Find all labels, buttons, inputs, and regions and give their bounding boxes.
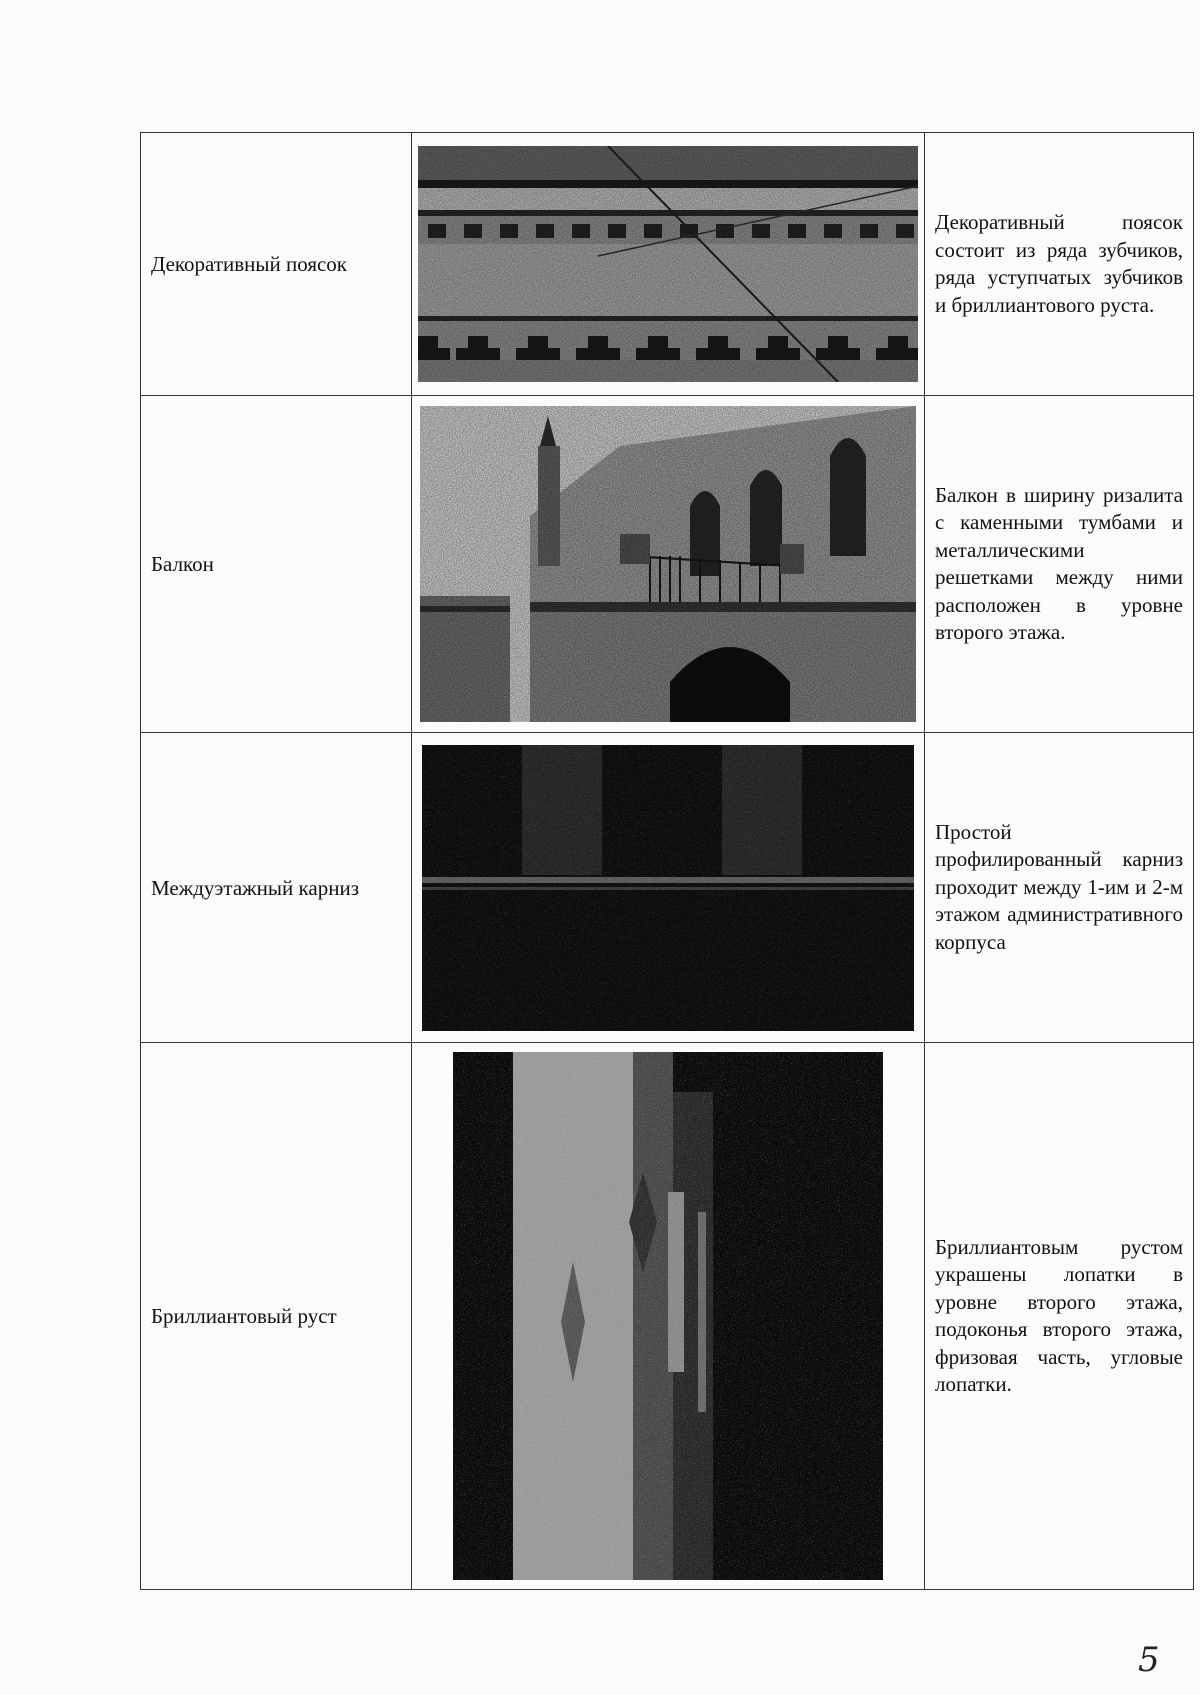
element-name-cell — [141, 396, 412, 733]
table-row — [141, 1043, 1194, 1590]
decorative-belt-photo — [418, 146, 918, 382]
element-name: Балкон — [151, 552, 214, 576]
balcony-photo — [420, 406, 916, 722]
element-description: Балкон в ширину ризалита с каменными тумбами и металлическими решетками между ними расположен в уровне второго этажа. — [935, 482, 1183, 644]
element-description-cell — [925, 396, 1194, 733]
element-description-cell — [925, 133, 1194, 396]
element-name-cell — [141, 1043, 412, 1590]
photo-cell — [412, 133, 925, 396]
element-name-cell — [141, 133, 412, 396]
element-description-cell — [925, 1043, 1194, 1590]
element-description: Бриллиантовым рустом украшены лопатки в уровне второго этажа, подоконья второго этажа, фризовая часть, угловые лопатки. — [935, 1234, 1183, 1396]
interfloor-cornice-photo — [422, 745, 914, 1031]
table-row — [141, 733, 1194, 1043]
page-number: 5 — [1138, 1640, 1160, 1680]
element-name: Бриллиантовый руст — [151, 1304, 337, 1328]
element-description: Декоративный поясок состоит из ряда зубчиков, ряда уступчатых зубчиков и бриллиантового руста. — [935, 210, 1183, 317]
element-description-cell — [925, 733, 1194, 1043]
table-row — [141, 133, 1194, 396]
diamond-rustication-photo — [453, 1052, 883, 1580]
architectural-elements-table — [140, 132, 1194, 1590]
photo-cell — [412, 733, 925, 1043]
element-name: Междуэтажный карниз — [151, 875, 360, 900]
photo-cell — [412, 1043, 925, 1590]
table-row — [141, 396, 1194, 733]
photo-cell — [412, 396, 925, 733]
element-name-cell — [141, 733, 412, 1043]
element-description: Простой профилированный карниз проходит между 1-им и 2-м этажом административного корпуса — [935, 819, 1183, 954]
element-name: Декоративный поясок — [151, 252, 348, 276]
